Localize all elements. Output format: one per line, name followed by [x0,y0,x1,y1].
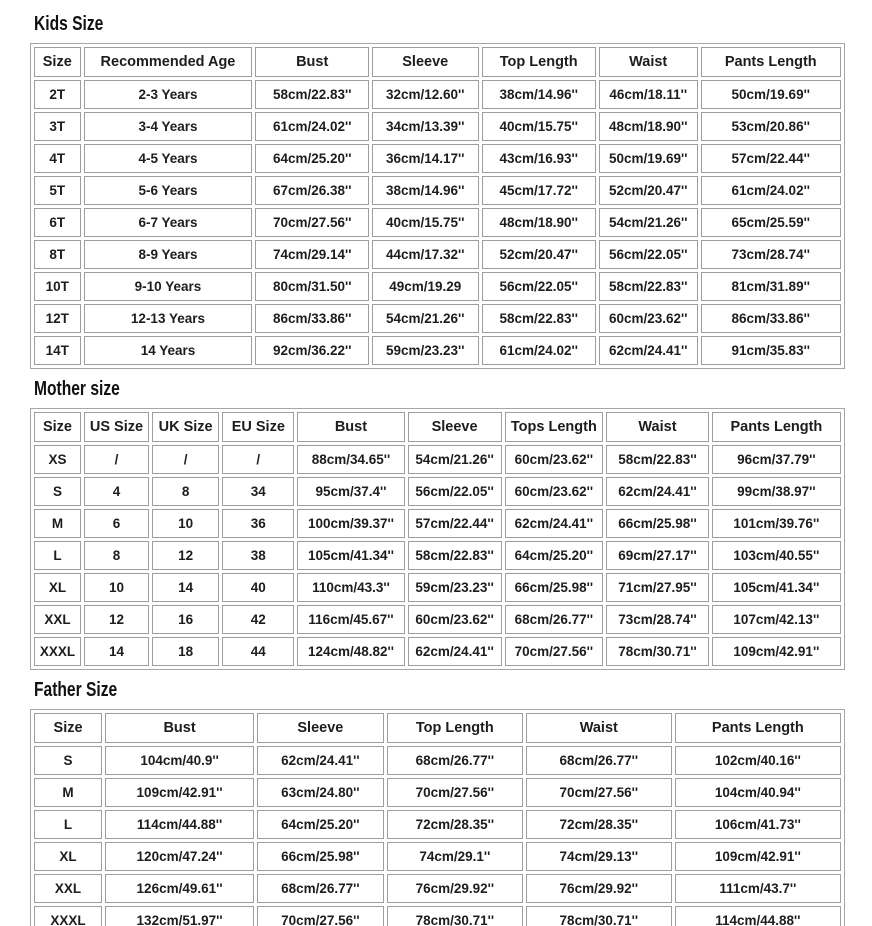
table-cell: 40 [222,573,294,602]
table-row [34,272,841,301]
table-row [34,874,841,903]
table-cell: 66cm/25.98'' [505,573,604,602]
table-cell: 64cm/25.20'' [257,810,384,839]
table-cell: 73cm/28.74'' [701,240,841,269]
table-cell: 120cm/47.24'' [105,842,254,871]
mother-size-table [30,408,845,670]
table-cell: 76cm/29.92'' [526,874,672,903]
table-cell: 86cm/33.86'' [255,304,369,333]
table-cell: 70cm/27.56'' [526,778,672,807]
table-cell: 36cm/14.17'' [372,144,479,173]
table-cell: 74cm/29.13'' [526,842,672,871]
column-header: Bust [297,412,404,442]
table-cell: 54cm/21.26'' [408,445,502,474]
table-cell: 10 [84,573,149,602]
table-cell: 69cm/27.17'' [606,541,709,570]
table-cell: 2T [34,80,81,109]
table-cell: 44 [222,637,294,666]
table-cell: 45cm/17.72'' [482,176,596,205]
kids-size-title: Kids Size [34,13,104,35]
table-cell: 4-5 Years [84,144,253,173]
column-header: Recommended Age [84,47,253,77]
table-cell: 124cm/48.82'' [297,637,404,666]
table-cell: 65cm/25.59'' [701,208,841,237]
table-cell: 68cm/26.77'' [526,746,672,775]
table-cell: 56cm/22.05'' [408,477,502,506]
table-row [34,605,841,634]
table-cell: 8-9 Years [84,240,253,269]
table-row [34,906,841,926]
table-cell: 58cm/22.83'' [599,272,698,301]
column-header: Bust [105,713,254,743]
table-cell: 38 [222,541,294,570]
table-cell: L [34,810,102,839]
table-row [34,336,841,365]
table-cell: 96cm/37.79'' [712,445,841,474]
table-cell: 114cm/44.88'' [675,906,841,926]
table-cell: S [34,477,81,506]
table-cell: 12 [152,541,219,570]
table-cell: 58cm/22.83'' [606,445,709,474]
table-cell: 48cm/18.90'' [599,112,698,141]
table-cell: 12T [34,304,81,333]
table-cell: 10T [34,272,81,301]
table-cell: 102cm/40.16'' [675,746,841,775]
table-cell: 114cm/44.88'' [105,810,254,839]
table-cell: / [222,445,294,474]
column-header: Pants Length [701,47,841,77]
table-cell: M [34,778,102,807]
table-cell: 10 [152,509,219,538]
table-cell: 4T [34,144,81,173]
table-cell: 78cm/30.71'' [387,906,523,926]
table-cell: 8T [34,240,81,269]
table-cell: 106cm/41.73'' [675,810,841,839]
table-row [34,746,841,775]
table-cell: 91cm/35.83'' [701,336,841,365]
table-row [34,208,841,237]
table-cell: 14 [152,573,219,602]
table-row [34,637,841,666]
table-cell: 63cm/24.80'' [257,778,384,807]
table-cell: S [34,746,102,775]
table-cell: 50cm/19.69'' [701,80,841,109]
column-header: Waist [599,47,698,77]
table-cell: 132cm/51.97'' [105,906,254,926]
table-cell: 62cm/24.41'' [505,509,604,538]
table-row [34,304,841,333]
table-cell: 18 [152,637,219,666]
table-cell: 58cm/22.83'' [255,80,369,109]
table-cell: XL [34,573,81,602]
table-cell: 62cm/24.41'' [257,746,384,775]
table-cell: 54cm/21.26'' [599,208,698,237]
table-row [34,80,841,109]
table-row [34,509,841,538]
table-cell: 68cm/26.77'' [257,874,384,903]
table-cell: 60cm/23.62'' [408,605,502,634]
table-cell: 8 [84,541,149,570]
table-cell: 42 [222,605,294,634]
table-cell: 74cm/29.1'' [387,842,523,871]
table-cell: 95cm/37.4'' [297,477,404,506]
father-size-section [30,679,845,926]
table-cell: 62cm/24.41'' [606,477,709,506]
table-cell: 105cm/41.34'' [712,573,841,602]
table-row [34,842,841,871]
table-cell: 32cm/12.60'' [372,80,479,109]
table-cell: L [34,541,81,570]
table-cell: 43cm/16.93'' [482,144,596,173]
column-header: Pants Length [712,412,841,442]
father-header-row [34,713,841,743]
table-cell: 12 [84,605,149,634]
table-cell: 105cm/41.34'' [297,541,404,570]
table-cell: 5T [34,176,81,205]
table-cell: 59cm/23.23'' [372,336,479,365]
table-cell: 116cm/45.67'' [297,605,404,634]
column-header: Pants Length [675,713,841,743]
table-cell: 103cm/40.55'' [712,541,841,570]
table-row [34,778,841,807]
table-cell: 62cm/24.41'' [599,336,698,365]
table-cell: 104cm/40.9'' [105,746,254,775]
column-header: Tops Length [505,412,604,442]
mother-size-title: Mother size [34,378,120,400]
table-cell: 60cm/23.62'' [599,304,698,333]
table-cell: XL [34,842,102,871]
table-cell: 38cm/14.96'' [372,176,479,205]
table-cell: 104cm/40.94'' [675,778,841,807]
table-row [34,477,841,506]
table-cell: 81cm/31.89'' [701,272,841,301]
table-cell: 57cm/22.44'' [408,509,502,538]
table-cell: 52cm/20.47'' [599,176,698,205]
table-cell: 3-4 Years [84,112,253,141]
table-cell: 109cm/42.91'' [675,842,841,871]
kids-size-section [30,13,845,369]
table-cell: XS [34,445,81,474]
table-cell: 61cm/24.02'' [255,112,369,141]
table-cell: 70cm/27.56'' [255,208,369,237]
column-header: EU Size [222,412,294,442]
table-cell: 70cm/27.56'' [387,778,523,807]
table-cell: 78cm/30.71'' [606,637,709,666]
table-row [34,573,841,602]
table-cell: 8 [152,477,219,506]
table-cell: 60cm/23.62'' [505,477,604,506]
table-cell: 64cm/25.20'' [255,144,369,173]
table-cell: 92cm/36.22'' [255,336,369,365]
table-cell: 101cm/39.76'' [712,509,841,538]
table-cell: 46cm/18.11'' [599,80,698,109]
table-cell: 61cm/24.02'' [482,336,596,365]
column-header: Top Length [387,713,523,743]
table-cell: XXL [34,874,102,903]
table-cell: 70cm/27.56'' [257,906,384,926]
table-cell: 53cm/20.86'' [701,112,841,141]
father-size-title: Father Size [34,679,118,701]
kids-header-row [34,47,841,77]
table-cell: 34 [222,477,294,506]
table-cell: 44cm/17.32'' [372,240,479,269]
table-cell: 74cm/29.14'' [255,240,369,269]
table-cell: / [84,445,149,474]
table-cell: 100cm/39.37'' [297,509,404,538]
table-cell: 68cm/26.77'' [505,605,604,634]
table-cell: 126cm/49.61'' [105,874,254,903]
table-cell: 12-13 Years [84,304,253,333]
table-cell: 66cm/25.98'' [257,842,384,871]
table-row [34,240,841,269]
table-cell: 48cm/18.90'' [482,208,596,237]
table-cell: 14T [34,336,81,365]
table-cell: 36 [222,509,294,538]
table-cell: 68cm/26.77'' [387,746,523,775]
table-cell: 56cm/22.05'' [482,272,596,301]
table-cell: XXXL [34,906,102,926]
column-header: Bust [255,47,369,77]
table-cell: M [34,509,81,538]
kids-size-table [30,43,845,369]
table-cell: 60cm/23.62'' [505,445,604,474]
table-cell: 3T [34,112,81,141]
table-cell: 62cm/24.41'' [408,637,502,666]
table-cell: / [152,445,219,474]
table-cell: 88cm/34.65'' [297,445,404,474]
mother-header-row [34,412,841,442]
table-cell: 58cm/22.83'' [482,304,596,333]
column-header: UK Size [152,412,219,442]
table-cell: 52cm/20.47'' [482,240,596,269]
column-header: Waist [606,412,709,442]
column-header: Size [34,713,102,743]
column-header: Size [34,412,81,442]
table-cell: 70cm/27.56'' [505,637,604,666]
table-cell: XXL [34,605,81,634]
table-cell: 76cm/29.92'' [387,874,523,903]
column-header: Top Length [482,47,596,77]
table-row [34,810,841,839]
table-cell: 78cm/30.71'' [526,906,672,926]
table-cell: 6T [34,208,81,237]
table-cell: 66cm/25.98'' [606,509,709,538]
table-cell: 49cm/19.29 [372,272,479,301]
father-size-table [30,709,845,926]
table-cell: 34cm/13.39'' [372,112,479,141]
table-cell: 109cm/42.91'' [712,637,841,666]
table-cell: 14 [84,637,149,666]
table-cell: 80cm/31.50'' [255,272,369,301]
column-header: Size [34,47,81,77]
table-cell: 86cm/33.86'' [701,304,841,333]
table-cell: 54cm/21.26'' [372,304,479,333]
table-cell: 99cm/38.97'' [712,477,841,506]
table-cell: 107cm/42.13'' [712,605,841,634]
table-cell: 6 [84,509,149,538]
table-row [34,445,841,474]
table-row [34,112,841,141]
table-cell: 72cm/28.35'' [387,810,523,839]
table-cell: 56cm/22.05'' [599,240,698,269]
column-header: Sleeve [408,412,502,442]
column-header: Waist [526,713,672,743]
table-cell: 64cm/25.20'' [505,541,604,570]
column-header: Sleeve [257,713,384,743]
table-cell: 57cm/22.44'' [701,144,841,173]
table-cell: 71cm/27.95'' [606,573,709,602]
table-cell: 58cm/22.83'' [408,541,502,570]
table-cell: 72cm/28.35'' [526,810,672,839]
table-cell: 38cm/14.96'' [482,80,596,109]
table-cell: 50cm/19.69'' [599,144,698,173]
table-cell: 61cm/24.02'' [701,176,841,205]
table-cell: 110cm/43.3'' [297,573,404,602]
table-cell: 16 [152,605,219,634]
table-cell: 5-6 Years [84,176,253,205]
table-cell: XXXL [34,637,81,666]
table-cell: 67cm/26.38'' [255,176,369,205]
table-cell: 14 Years [84,336,253,365]
mother-size-section [30,378,845,670]
table-row [34,541,841,570]
table-cell: 9-10 Years [84,272,253,301]
table-cell: 111cm/43.7'' [675,874,841,903]
table-row [34,176,841,205]
column-header: US Size [84,412,149,442]
table-cell: 40cm/15.75'' [372,208,479,237]
table-cell: 40cm/15.75'' [482,112,596,141]
table-cell: 6-7 Years [84,208,253,237]
column-header: Sleeve [372,47,479,77]
table-cell: 59cm/23.23'' [408,573,502,602]
table-cell: 73cm/28.74'' [606,605,709,634]
table-cell: 2-3 Years [84,80,253,109]
table-cell: 4 [84,477,149,506]
table-cell: 109cm/42.91'' [105,778,254,807]
table-row [34,144,841,173]
